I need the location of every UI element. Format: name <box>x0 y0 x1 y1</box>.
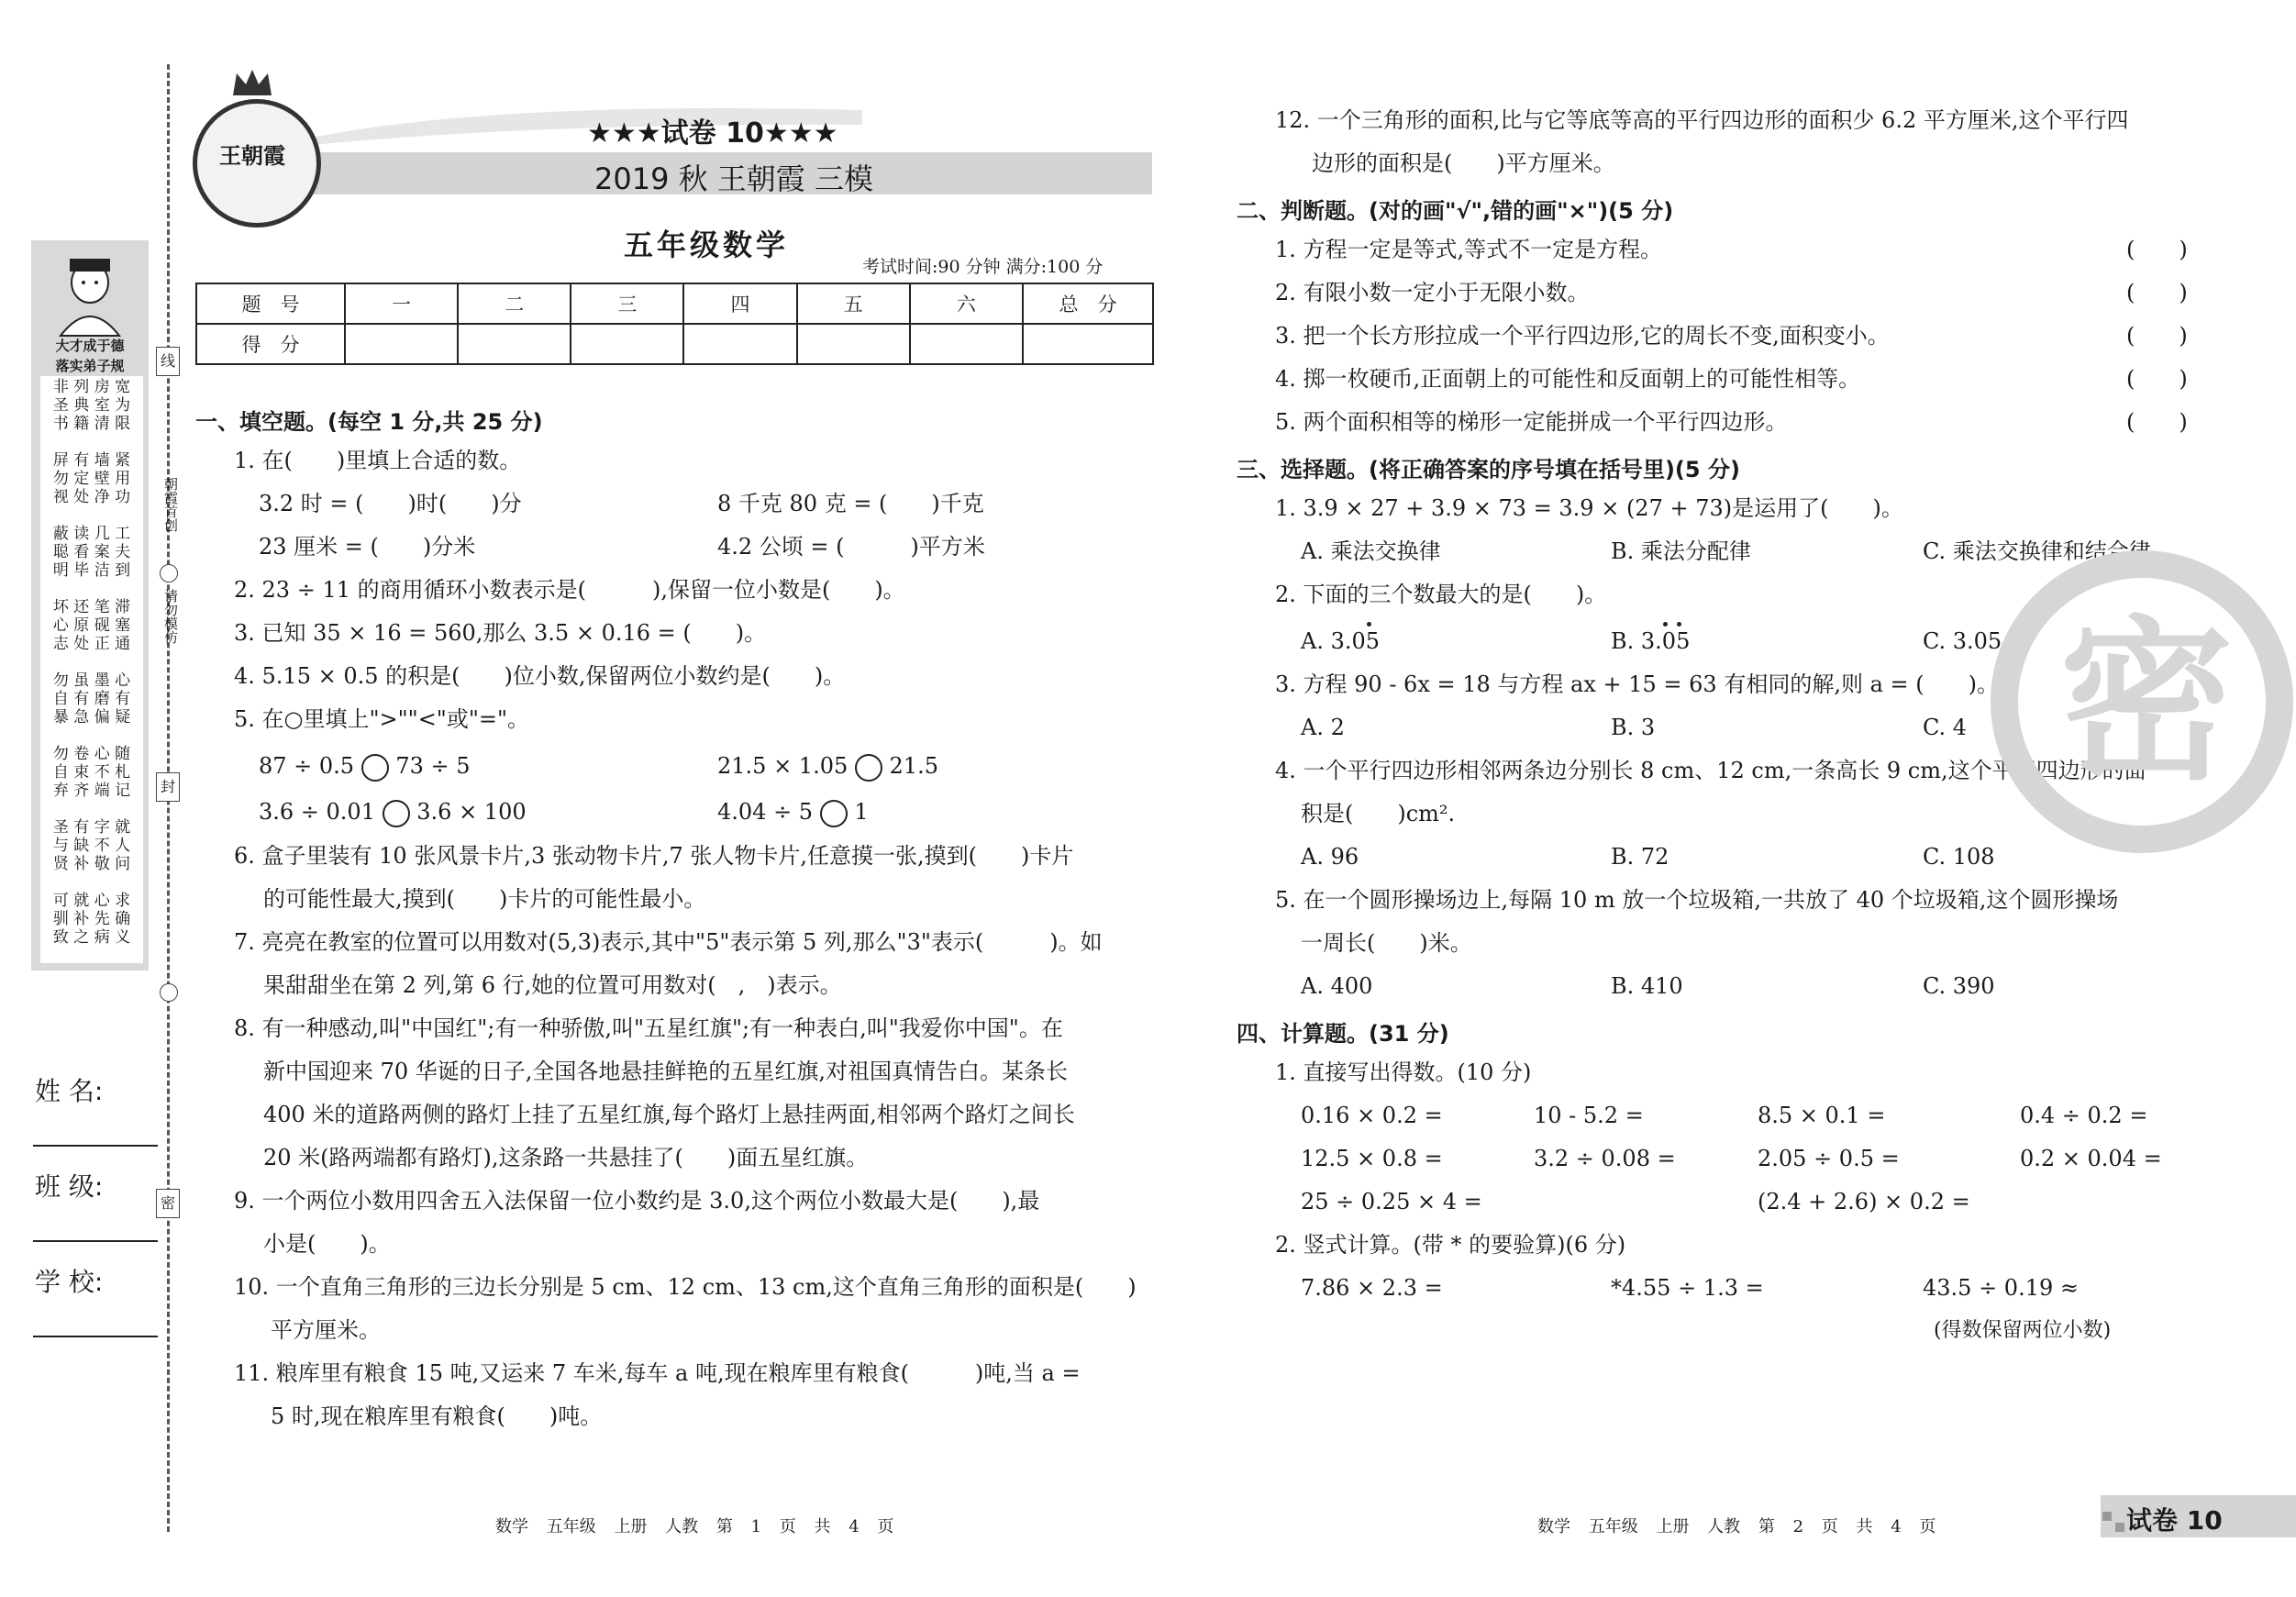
choice-5-line1: 5. 在一个圆形操场边上,每隔 10 m 放一个垃圾箱,一共放了 40 个垃圾箱,这个圆形操场 <box>1275 887 2119 913</box>
score-table-score-row <box>196 324 1153 364</box>
score-table <box>195 283 1154 365</box>
judge-4-answer[interactable]: ( ) <box>2126 366 2188 392</box>
score-row-label: 得 分 <box>196 324 345 364</box>
class-label: 班 级: <box>35 1171 104 1202</box>
poem-line: 可 就 心 求 <box>52 892 131 910</box>
score-col-6: 六 <box>910 283 1023 324</box>
judge-5: 5. 两个面积相等的梯形一定能拼成一个平行四边形。 <box>1275 409 1788 435</box>
score-col-2: 二 <box>458 283 571 324</box>
score-cell[interactable] <box>345 324 458 364</box>
name-label: 姓 名: <box>35 1076 104 1106</box>
compare-circle[interactable] <box>361 754 389 782</box>
question-8-line3: 400 米的道路两侧的路灯上挂了五星红旗,每个路灯上悬挂两面,相邻两个路灯之间长 <box>263 1102 1075 1127</box>
choice-1-option-b: B. 乘法分配律 <box>1611 538 1751 564</box>
choice-5-option-b: B. 410 <box>1611 973 1683 999</box>
section-1-title: 一、填空题。(每空 1 分,共 25 分) <box>195 409 543 435</box>
poem-line: 明 毕 洁 到 <box>52 561 131 580</box>
poem-line: 自 束 不 札 <box>52 763 131 782</box>
binding-hole-2 <box>160 983 178 1002</box>
footer-page-2: 数学 五年级 上册 人教 第 2 页 共 4 页 <box>1537 1517 1936 1536</box>
judge-2-answer[interactable]: ( ) <box>2126 280 2188 305</box>
poem-line: 暴 急 偏 疑 <box>52 708 131 726</box>
question-11-line1: 11. 粮库里有粮食 15 吨,又运来 7 车米,每车 a 吨,现在粮库里有粮食( )吨,当 a = <box>234 1360 1081 1386</box>
score-cell[interactable] <box>910 324 1023 364</box>
poem-line: 与 缺 不 人 <box>52 837 131 855</box>
choice-4-line2: 积是( )cm². <box>1301 801 1456 826</box>
choice-3-option-b: B. 3 <box>1611 715 1656 740</box>
score-col-5: 五 <box>797 283 910 324</box>
compare-circle[interactable] <box>820 800 848 827</box>
question-12-line2: 边形的面积是( )平方厘米。 <box>1312 150 1615 176</box>
question-6-line1: 6. 盒子里装有 10 张风景卡片,3 张动物卡片,7 张人物卡片,任意摸一张,摸到( )卡片 <box>234 843 1074 869</box>
section-4-title: 四、计算题。(31 分) <box>1237 1021 1449 1047</box>
side-motto: 大才成于德 落实弟子规 <box>55 338 125 374</box>
poem-line: 自 有 磨 有 <box>52 690 131 708</box>
paper-title: 2019 秋 王朝霞 三模 <box>594 161 873 196</box>
school-field[interactable] <box>33 1336 158 1337</box>
question-6-line2: 的可能性最大,摸到( )卡片的可能性最小。 <box>263 886 706 912</box>
scholar-portrait-icon <box>40 246 139 338</box>
poem-line: 心 原 砚 塞 <box>52 616 131 635</box>
score-col-total: 总 分 <box>1023 283 1153 324</box>
score-cell[interactable] <box>1023 324 1153 364</box>
repeating-dot-icon <box>1663 622 1668 627</box>
question-5a: 87 ÷ 0.5 73 ÷ 5 <box>259 752 471 782</box>
calc-item: 0.2 × 0.04 = <box>2020 1146 2162 1171</box>
question-10-line2: 平方厘米。 <box>271 1317 381 1343</box>
repeating-dot-icon <box>1367 622 1371 627</box>
score-col-4: 四 <box>683 283 796 324</box>
poem-line: 驯 补 先 确 <box>52 910 131 928</box>
judge-4: 4. 掷一枚硬币,正面朝上的可能性和反面朝上的可能性相等。 <box>1275 366 1861 392</box>
question-11-line2: 5 时,现在粮库里有粮食( )吨。 <box>271 1403 603 1429</box>
judge-5-answer[interactable]: ( ) <box>2126 409 2188 435</box>
question-4: 4. 5.15 × 0.5 的积是( )位小数,保留两位小数约是( )。 <box>234 663 846 689</box>
repeating-dot-icon <box>1677 622 1681 627</box>
poem-line: 书 籍 清 限 <box>52 415 131 433</box>
score-cell[interactable] <box>458 324 571 364</box>
compare-circle[interactable] <box>855 754 882 782</box>
poem-line: 志 处 正 通 <box>52 635 131 653</box>
calc-item: 0.4 ÷ 0.2 = <box>2020 1103 2148 1128</box>
poem-line: 非 列 房 宽 <box>52 378 131 396</box>
question-8-line2: 新中国迎来 70 华诞的日子,全国各地悬挂鲜艳的五星红旗,对祖国真情告白。某条长 <box>263 1059 1069 1084</box>
question-5: 5. 在○里填上">""<"或"="。 <box>234 706 530 732</box>
question-3: 3. 已知 35 × 16 = 560,那么 3.5 × 0.16 = ( )。 <box>234 620 767 646</box>
brand-logo-text: 王朝霞 <box>219 142 285 169</box>
binding-note-1: 朝霞首创 <box>162 477 179 532</box>
dot-decoration <box>2102 1512 2112 1521</box>
seal-stamp-glyph: 密 <box>2058 599 2234 804</box>
paper-number: ★★★试卷 10★★★ <box>587 117 838 150</box>
choice-1-option-a: A. 乘法交换律 <box>1301 538 1441 564</box>
calc-1-title: 1. 直接写出得数。(10 分) <box>1275 1059 1532 1085</box>
choice-5-option-c: C. 390 <box>1923 973 1995 999</box>
question-5c: 3.6 ÷ 0.01 3.6 × 100 <box>259 798 527 827</box>
poem-line: 坏 还 笔 滞 <box>52 598 131 616</box>
poem-line: 屏 有 墙 紧 <box>52 451 131 470</box>
calc-item: 12.5 × 0.8 = <box>1301 1146 1443 1171</box>
judge-1: 1. 方程一定是等式,等式不一定是方程。 <box>1275 237 1663 262</box>
choice-1: 1. 3.9 × 27 + 3.9 × 73 = 3.9 × (27 + 73)是运用了( )。 <box>1275 495 1903 521</box>
section-2-title: 二、判断题。(对的画"√",错的画"×")(5 分) <box>1237 198 1674 224</box>
score-col-1: 一 <box>345 283 458 324</box>
exam-info: 考试时间:90 分钟 满分:100 分 <box>862 257 1104 277</box>
calc-item: 8.5 × 0.1 = <box>1758 1103 1886 1128</box>
vertical-calc-item: *4.55 ÷ 1.3 = <box>1611 1275 1764 1301</box>
question-1b: 8 千克 80 克 = ( )千克 <box>717 491 984 516</box>
question-7-line2: 果甜甜坐在第 2 列,第 6 行,她的位置可用数对( , )表示。 <box>263 972 842 998</box>
calc-item: (2.4 + 2.6) × 0.2 = <box>1758 1189 1970 1214</box>
choice-4-option-b: B. 72 <box>1611 844 1669 870</box>
question-5b: 21.5 × 1.05 21.5 <box>717 752 938 782</box>
poem-line: 弃 齐 端 记 <box>52 782 131 800</box>
binding-tab-mi: 密 <box>156 1189 180 1218</box>
choice-3-option-a: A. 2 <box>1301 715 1345 740</box>
question-8-line1: 8. 有一种感动,叫"中国红";有一种骄傲,叫"五星红旗";有一种表白,叫"我爱你中国"。在 <box>234 1015 1063 1041</box>
score-table-header-row <box>196 283 1153 324</box>
poem-line: 勿 卷 心 随 <box>52 745 131 763</box>
poem-line: 勿 定 壁 用 <box>52 470 131 488</box>
calc-2-title: 2. 竖式计算。(带 * 的要验算)(6 分) <box>1275 1232 1626 1258</box>
choice-5-option-a: A. 400 <box>1301 973 1373 999</box>
judge-1-answer[interactable]: ( ) <box>2126 237 2188 262</box>
choice-2: 2. 下面的三个数最大的是( )。 <box>1275 582 1607 607</box>
choice-4-option-a: A. 96 <box>1301 844 1359 870</box>
calc-item: 3.2 ÷ 0.08 = <box>1534 1146 1676 1171</box>
crown-icon <box>229 66 275 99</box>
question-1d: 4.2 公顷 = ( )平方米 <box>717 534 985 560</box>
class-field[interactable] <box>33 1240 158 1242</box>
question-5d: 4.04 ÷ 5 1 <box>717 798 869 827</box>
question-9-line1: 9. 一个两位小数用四舍五入法保留一位小数约是 3.0,这个两位小数最大是( ),最 <box>234 1188 1040 1214</box>
question-2: 2. 23 ÷ 11 的商用循环小数表示是( ),保留一位小数是( )。 <box>234 577 905 603</box>
vertical-calc-item: 43.5 ÷ 0.19 ≈ <box>1923 1275 2079 1301</box>
poem-line: 聪 看 案 夫 <box>52 543 131 561</box>
dot-decoration <box>2115 1523 2124 1532</box>
calc-item: 0.16 × 0.2 = <box>1301 1103 1443 1128</box>
footer-page-1: 数学 五年级 上册 人教 第 1 页 共 4 页 <box>495 1517 894 1536</box>
calc-item: 25 ÷ 0.25 × 4 = <box>1301 1189 1482 1214</box>
poem-line: 致 之 病 义 <box>52 928 131 947</box>
score-cell[interactable] <box>683 324 796 364</box>
side-poems <box>40 376 143 963</box>
binding-hole-1 <box>160 564 178 582</box>
calc-item: 2.05 ÷ 0.5 = <box>1758 1146 1900 1171</box>
question-1: 1. 在( )里填上合适的数。 <box>234 448 522 473</box>
score-cell[interactable] <box>571 324 683 364</box>
binding-note-2: 请勿模仿 <box>162 589 179 644</box>
poem-line: 圣 有 字 就 <box>52 818 131 837</box>
choice-3-option-c: C. 4 <box>1923 715 1968 740</box>
score-col-3: 三 <box>571 283 683 324</box>
score-cell[interactable] <box>797 324 910 364</box>
choice-5-line2: 一周长( )米。 <box>1301 930 1472 956</box>
question-9-line2: 小是( )。 <box>263 1231 391 1257</box>
question-10-line1: 10. 一个直角三角形的三边长分别是 5 cm、12 cm、13 cm,这个直角三角形的面积是( ) <box>234 1274 1137 1300</box>
compare-circle[interactable] <box>383 800 410 827</box>
question-1c: 23 厘米 = ( )分米 <box>259 534 476 560</box>
poem-line: 圣 典 室 为 <box>52 396 131 415</box>
judge-3-answer[interactable]: ( ) <box>2126 323 2188 349</box>
score-col-label: 题 号 <box>196 283 345 324</box>
poem-line: 蔽 读 几 工 <box>52 525 131 543</box>
calc-item: 10 - 5.2 = <box>1534 1103 1644 1128</box>
choice-1-option-c: C. 乘法交换律和结合律 <box>1923 538 2151 564</box>
binding-tab-feng: 封 <box>156 772 180 802</box>
choice-2-option-a: A. 3.05 <box>1301 628 1381 654</box>
section-3-title: 三、选择题。(将正确答案的序号填在括号里)(5 分) <box>1237 457 1740 482</box>
corner-label: 试卷 10 <box>2126 1505 2223 1536</box>
poem-line: 贤 补 敬 问 <box>52 855 131 873</box>
choice-4-line1: 4. 一个平行四边形相邻两条边分别长 8 cm、12 cm,一条高长 9 cm,这个平行四边形的面 <box>1275 758 2146 783</box>
choice-4-option-c: C. 108 <box>1923 844 1995 870</box>
poem-line: 视 处 净 功 <box>52 488 131 506</box>
vertical-calc-item: 7.86 × 2.3 = <box>1301 1275 1443 1301</box>
question-1a: 3.2 时 = ( )时( )分 <box>259 491 522 516</box>
judge-3: 3. 把一个长方形拉成一个平行四边形,它的周长不变,面积变小。 <box>1275 323 1890 349</box>
choice-2-option-c: C. 3.05 <box>1923 628 2002 654</box>
question-12-line1: 12. 一个三角形的面积,比与它等底等高的平行四边形的面积少 6.2 平方厘米,这个平行四 <box>1275 107 2129 133</box>
school-label: 学 校: <box>35 1267 104 1297</box>
choice-2-option-b: B. 3.05 <box>1611 628 1691 654</box>
poem-line: 勿 虽 墨 心 <box>52 671 131 690</box>
question-8-line4: 20 米(路两端都有路灯),这条路一共悬挂了( )面五星红旗。 <box>263 1145 869 1170</box>
choice-3: 3. 方程 90 - 6x = 18 与方程 ax + 15 = 63 有相同的解,则 a = ( )。 <box>1275 671 1999 697</box>
name-field[interactable] <box>33 1145 158 1147</box>
question-7-line1: 7. 亮亮在教室的位置可以用数对(5,3)表示,其中"5"表示第 5 列,那么"3"表示( )。如 <box>234 929 1103 955</box>
judge-2: 2. 有限小数一定小于无限小数。 <box>1275 280 1590 305</box>
rounding-note: (得数保留两位小数) <box>1934 1319 2112 1342</box>
binding-tab-xian: 线 <box>156 347 180 376</box>
grade-subject-title: 五年级数学 <box>624 227 790 262</box>
